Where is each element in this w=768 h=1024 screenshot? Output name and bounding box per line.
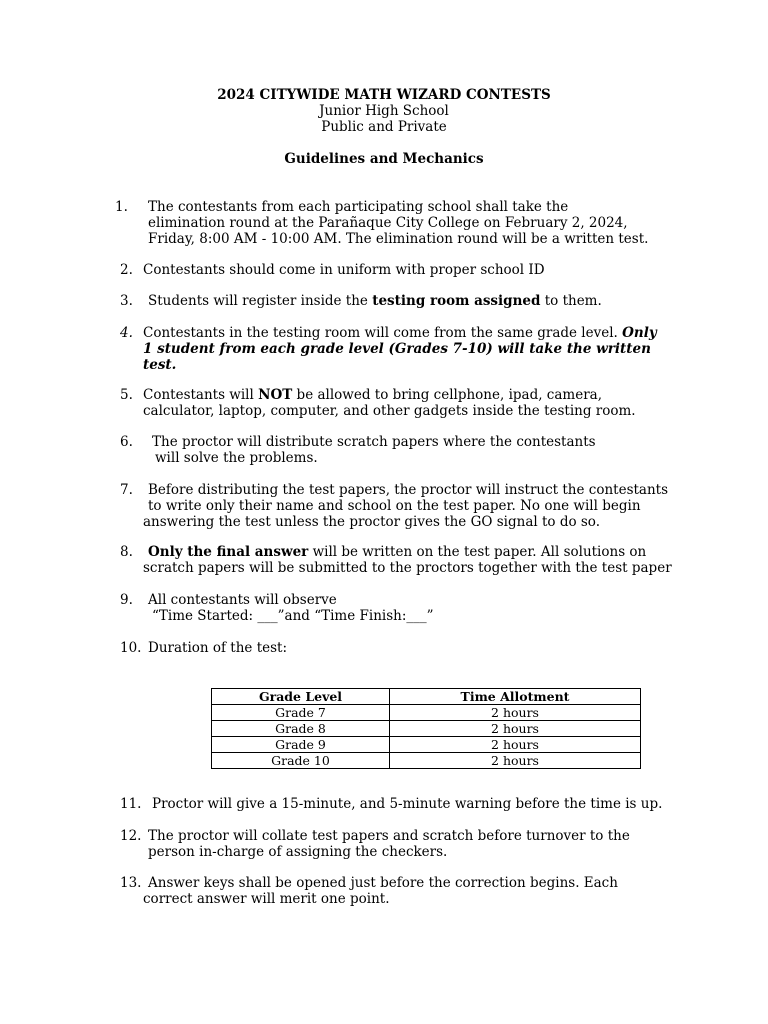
- item-number: 8.: [120, 544, 133, 560]
- item-text: calculator, laptop, computer, and other gadgets inside the testing room.: [143, 403, 636, 419]
- item-number: 6.: [120, 434, 133, 450]
- item-text: The proctor will distribute scratch papers where the contestants: [152, 434, 596, 450]
- item-text: will solve the problems.: [155, 450, 318, 466]
- item-number: 11.: [120, 796, 142, 812]
- item-text: correct answer will merit one point.: [143, 891, 390, 907]
- item-text: to write only their name and school on the test paper. No one will begin: [148, 498, 641, 514]
- table-row: [212, 753, 641, 769]
- item-text: elimination round at the Parañaque City College on February 2, 2024,: [148, 215, 628, 231]
- item-number: 2.: [120, 262, 133, 278]
- item-text: Contestants should come in uniform with proper school ID: [143, 262, 545, 278]
- grade-cell: Grade 10: [212, 753, 390, 769]
- item-text: The contestants from each participating school shall take the: [148, 199, 569, 215]
- grade-cell: Grade 7: [212, 705, 390, 721]
- column-header-time-allotment: Time Allotment: [390, 689, 641, 705]
- item-text: Students will register inside the testing room assigned to them.: [148, 293, 602, 309]
- time-cell: 2 hours: [390, 753, 641, 769]
- item-text: Before distributing the test papers, the proctor will instruct the contestants: [148, 482, 669, 498]
- item-text: 1 student from each grade level (Grades 7-10) will take the written: [143, 341, 651, 357]
- item-number: 9.: [120, 592, 133, 608]
- time-cell: 2 hours: [390, 737, 641, 753]
- table-row: [212, 721, 641, 737]
- grade-cell: Grade 9: [212, 737, 390, 753]
- item-number: 3.: [120, 293, 133, 309]
- section-heading: Guidelines and Mechanics: [284, 151, 484, 167]
- item-text: Duration of the test:: [148, 640, 288, 656]
- item-text: scratch papers will be submitted to the proctors together with the test paper: [143, 560, 672, 576]
- column-header-grade-level: Grade Level: [212, 689, 390, 705]
- item-number: 7.: [120, 482, 133, 498]
- item-text: Only the final answer will be written on the test paper. All solutions on: [148, 544, 647, 560]
- grade-cell: Grade 8: [212, 721, 390, 737]
- time-cell: 2 hours: [390, 705, 641, 721]
- duration-table: [211, 688, 641, 769]
- school-level: Junior High School: [319, 103, 449, 119]
- item-text: The proctor will collate test papers and scratch before turnover to the: [148, 828, 630, 844]
- item-text: person in-charge of assigning the checkers.: [148, 844, 448, 860]
- school-scope: Public and Private: [321, 119, 447, 135]
- item-number: 12.: [120, 828, 142, 844]
- item-text: Answer keys shall be opened just before the correction begins. Each: [148, 875, 618, 891]
- item-number: 13.: [120, 875, 142, 891]
- item-text: answering the test unless the proctor gives the GO signal to do so.: [143, 514, 600, 530]
- item-number: 5.: [120, 387, 133, 403]
- item-text: Contestants will NOT be allowed to bring cellphone, ipad, camera,: [143, 387, 602, 403]
- table-row: [212, 705, 641, 721]
- item-number: 1.: [115, 199, 128, 215]
- table-header-row: [212, 689, 641, 705]
- item-text: All contestants will observe: [148, 592, 337, 608]
- item-text: test.: [143, 357, 177, 373]
- item-number: 10.: [120, 640, 142, 656]
- table-row: [212, 737, 641, 753]
- item-text: Contestants in the testing room will come from the same grade level. Only: [143, 325, 657, 341]
- item-text: “Time Started: ___”and “Time Finish:___”: [152, 608, 434, 624]
- item-number: 4.: [120, 325, 133, 341]
- item-text: Proctor will give a 15-minute, and 5-minute warning before the time is up.: [152, 796, 663, 812]
- item-text: Friday, 8:00 AM - 10:00 AM. The elimination round will be a written test.: [148, 231, 649, 247]
- document-title: 2024 CITYWIDE MATH WIZARD CONTESTS: [217, 87, 551, 103]
- time-cell: 2 hours: [390, 721, 641, 737]
